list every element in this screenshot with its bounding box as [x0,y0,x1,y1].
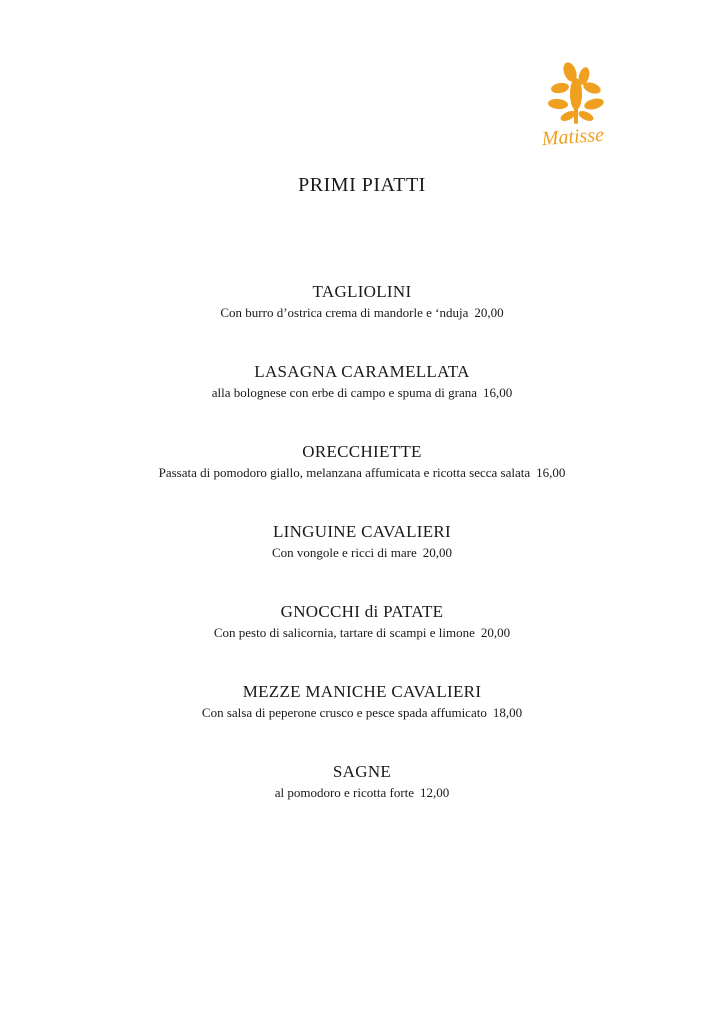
dish-description [0,304,724,322]
matisse-logo [540,60,632,152]
dish-description [0,544,724,562]
dish-price: 20,00 [422,545,452,560]
dish-item [0,280,724,360]
coral-leaf-icon [540,60,632,152]
dish-item [0,520,724,600]
dish-description-text: Passata di pomodoro giallo, melanzana affumicata e ricotta secca salata [158,465,531,480]
dish-item [0,440,724,520]
dish-description [0,384,724,402]
dish-description [0,464,724,482]
dish-item [0,680,724,760]
dish-list [0,280,724,840]
dish-description [0,704,724,722]
dish-price: 12,00 [420,785,450,800]
dish-price: 18,00 [492,705,523,720]
dish-description-text: Con pesto di salicornia, tartare di scampi e limone [213,625,475,640]
dish-name: LINGUINE CAVALIERI [272,522,452,541]
dish-name: LASAGNA CARAMELLATA [254,362,470,381]
page-title: PRIMI PIATTI [298,174,426,196]
dish-name: GNOCCHI di PATATE [280,602,444,621]
dish-description [0,624,724,642]
dish-name: MEZZE MANICHE CAVALIERI [242,682,482,701]
dish-item [0,600,724,680]
dish-description [0,784,724,802]
dish-item [0,760,724,840]
dish-description-text: al pomodoro e ricotta forte [274,785,415,800]
dish-price: 16,00 [536,465,566,480]
dish-description-text: alla bolognese con erbe di campo e spuma di grana [211,385,478,400]
dish-name: ORECCHIETTE [302,442,422,461]
dish-price: 16,00 [483,385,513,400]
dish-description-text: Con vongole e ricci di mare [271,545,417,560]
dish-name: SAGNE [332,762,392,781]
dish-description-text: Con salsa di peperone crusco e pesce spada affumicato [201,705,487,720]
logo-text: Matisse [541,123,605,151]
dish-price: 20,00 [480,625,511,640]
dish-name: TAGLIOLINI [312,282,412,301]
dish-price: 20,00 [474,305,504,320]
dish-item [0,360,724,440]
dish-description-text: Con burro d’ostrica crema di mandorle e ‘nduja [220,305,469,320]
